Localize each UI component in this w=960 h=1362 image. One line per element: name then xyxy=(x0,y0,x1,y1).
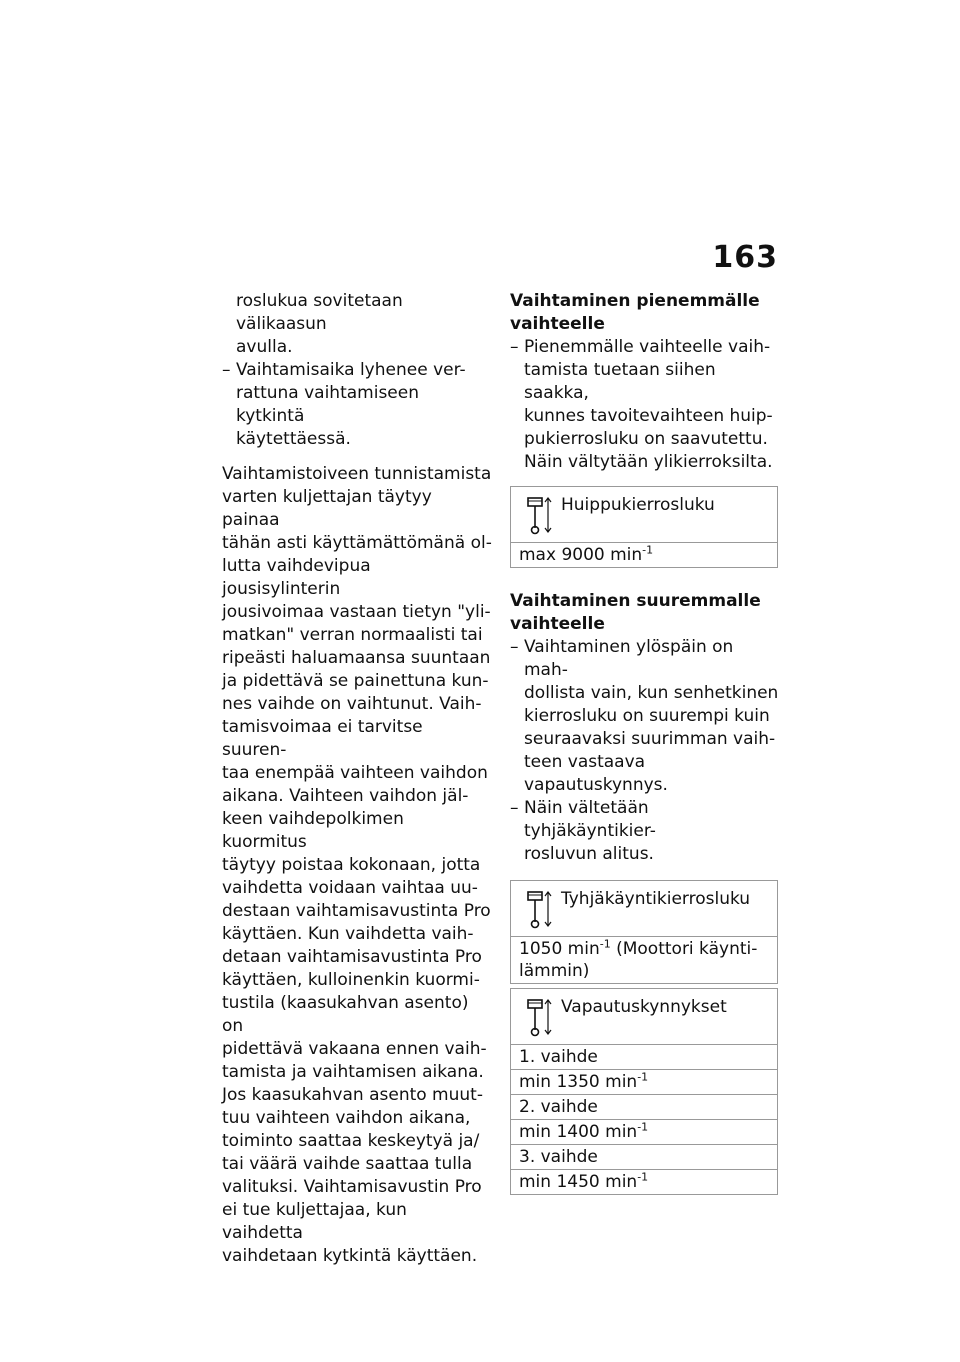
text-line: avulla. xyxy=(236,337,293,357)
text-line: rattuna vaihtamiseen kytkintä xyxy=(236,383,419,426)
value-text: min 1400 min xyxy=(519,1122,638,1142)
bullet-item xyxy=(222,359,492,451)
text-line: Pienemmälle vaihteelle vaih- xyxy=(524,337,771,357)
gear-threshold xyxy=(511,1120,777,1145)
gear-threshold xyxy=(511,1070,777,1095)
text-line: jousivoimaa vastaan tietyn "yli- xyxy=(222,602,491,622)
text-line: rosluvun alitus. xyxy=(524,844,654,864)
value-note: (Moottori käynti- xyxy=(610,939,758,959)
text-line: tai väärä vaihde saattaa tulla xyxy=(222,1154,473,1174)
text-line: tähän asti käyttämättömänä ol- xyxy=(222,533,492,553)
text-line: pukierrosluku on saavutettu. xyxy=(524,429,768,449)
text-line: seuraavaksi suurimman vaih- xyxy=(524,729,776,749)
text-line: ei tue kuljettajaa, kun vaihdetta xyxy=(222,1200,407,1243)
text-line: Vaihtamisaika lyhenee ver- xyxy=(236,360,466,380)
text-line: Näin vältetään tyhjäkäyntikier- xyxy=(524,798,656,841)
text-line: taa enempää vaihteen vaihdon xyxy=(222,763,488,783)
gear-label: 1. vaihde xyxy=(511,1045,777,1070)
text-line: tamista tuetaan siihen saakka, xyxy=(524,360,716,403)
text-line: käytettäessä. xyxy=(236,429,351,449)
text-line: ja pidettävä se painettuna kun- xyxy=(222,671,489,691)
text-line: dollista vain, kun senhetkinen xyxy=(524,683,779,703)
spec-box-release-thresholds xyxy=(510,988,778,1195)
text-line: varten kuljettajan täytyy painaa xyxy=(222,487,432,530)
heading-line: Vaihtaminen pienemmälle xyxy=(510,291,760,311)
spec-title: Vapautuskynnykset xyxy=(561,997,727,1017)
engine-piston-icon xyxy=(527,495,553,535)
text-line: käyttäen. Kun vaihdetta vaih- xyxy=(222,924,474,944)
right-column xyxy=(510,290,780,1195)
value-exponent: -1 xyxy=(599,937,611,951)
dash-marker: – xyxy=(510,637,519,657)
heading-line: Vaihtaminen suuremmalle xyxy=(510,591,761,611)
spec-header xyxy=(511,881,777,937)
spec-value xyxy=(511,543,777,567)
text-line: detaan vaihtamisavustinta Pro xyxy=(222,947,482,967)
gear-threshold xyxy=(511,1170,777,1194)
text-line: ripeästi haluamaansa suuntaan xyxy=(222,648,491,668)
text-line: destaan vaihtamisavustinta Pro xyxy=(222,901,491,921)
text-line: roslukua sovitetaan välikaasun xyxy=(236,291,403,334)
engine-piston-icon xyxy=(527,889,553,929)
text-line: tustila (kaasukahvan asento) on xyxy=(222,993,469,1036)
gear-label: 3. vaihde xyxy=(511,1145,777,1170)
text-line: Näin vältytään ylikierroksilta. xyxy=(524,452,773,472)
spec-header xyxy=(511,989,777,1045)
heading-line: vaihteelle xyxy=(510,614,605,634)
text-line: tamista ja vaihtamisen aikana. xyxy=(222,1062,484,1082)
body-paragraph xyxy=(222,463,492,1268)
bullet-item xyxy=(510,336,780,474)
text-line: Vaihtamistoiveen tunnistamista xyxy=(222,464,492,484)
text-line: nes vaihde on vaihtunut. Vaih- xyxy=(222,694,482,714)
value-text: 1050 min xyxy=(519,939,600,959)
dash-marker: – xyxy=(510,798,519,818)
spec-header xyxy=(511,487,777,543)
section-heading-downshift xyxy=(510,290,780,336)
value-exponent: -1 xyxy=(637,1120,649,1134)
value-exponent: -1 xyxy=(637,1070,649,1084)
text-line: pidettävä vakaana ennen vaih- xyxy=(222,1039,487,1059)
text-line: aikana. Vaihteen vaihdon jäl- xyxy=(222,786,469,806)
dash-marker: – xyxy=(510,337,519,357)
text-line: Jos kaasukahvan asento muut- xyxy=(222,1085,483,1105)
text-line: kierrosluku on suurempi kuin xyxy=(524,706,770,726)
spec-value xyxy=(511,937,777,983)
text-line: vaihdetta voidaan vaihtaa uu- xyxy=(222,878,478,898)
heading-line: vaihteelle xyxy=(510,314,605,334)
text-line: valituksi. Vaihtamisavustin Pro xyxy=(222,1177,482,1197)
text-line: teen vastaava vapautuskynnys. xyxy=(524,752,668,795)
value-exponent: -1 xyxy=(637,1170,649,1184)
left-column xyxy=(222,290,492,1268)
engine-piston-icon xyxy=(527,997,553,1037)
value-note: lämmin) xyxy=(519,961,590,981)
dash-marker: – xyxy=(222,360,231,380)
spec-box-peak-rpm xyxy=(510,486,778,568)
text-line: kunnes tavoitevaihteen huip- xyxy=(524,406,773,426)
spec-title: Tyhjäkäyntikierrosluku xyxy=(561,889,751,909)
bullet-item xyxy=(510,636,780,797)
section-heading-upshift xyxy=(510,590,780,636)
spec-box-idle-rpm xyxy=(510,880,778,984)
text-line: täytyy poistaa kokonaan, jotta xyxy=(222,855,481,875)
bullet-item xyxy=(510,797,780,866)
value-text: min 1350 min xyxy=(519,1072,638,1092)
gear-label: 2. vaihde xyxy=(511,1095,777,1120)
continuation-text xyxy=(222,290,492,359)
value-exponent: -1 xyxy=(642,543,654,557)
value-text: max 9000 min xyxy=(519,545,643,565)
text-line: lutta vaihdevipua jousisylinterin xyxy=(222,556,371,599)
text-line: tuu vaihteen vaihdon aikana, xyxy=(222,1108,471,1128)
text-line: keen vaihdepolkimen kuormitus xyxy=(222,809,404,852)
text-line: Vaihtaminen ylöspäin on mah- xyxy=(524,637,734,680)
spec-title: Huippukierrosluku xyxy=(561,495,715,515)
value-text: min 1450 min xyxy=(519,1172,638,1192)
text-line: käyttäen, kulloinenkin kuormi- xyxy=(222,970,480,990)
page-number: 163 xyxy=(712,240,778,275)
text-line: vaihdetaan kytkintä käyttäen. xyxy=(222,1246,478,1266)
text-line: tamisvoimaa ei tarvitse suuren- xyxy=(222,717,423,760)
text-line: toiminto saattaa keskeytyä ja/ xyxy=(222,1131,480,1151)
text-line: matkan" verran normaalisti tai xyxy=(222,625,483,645)
